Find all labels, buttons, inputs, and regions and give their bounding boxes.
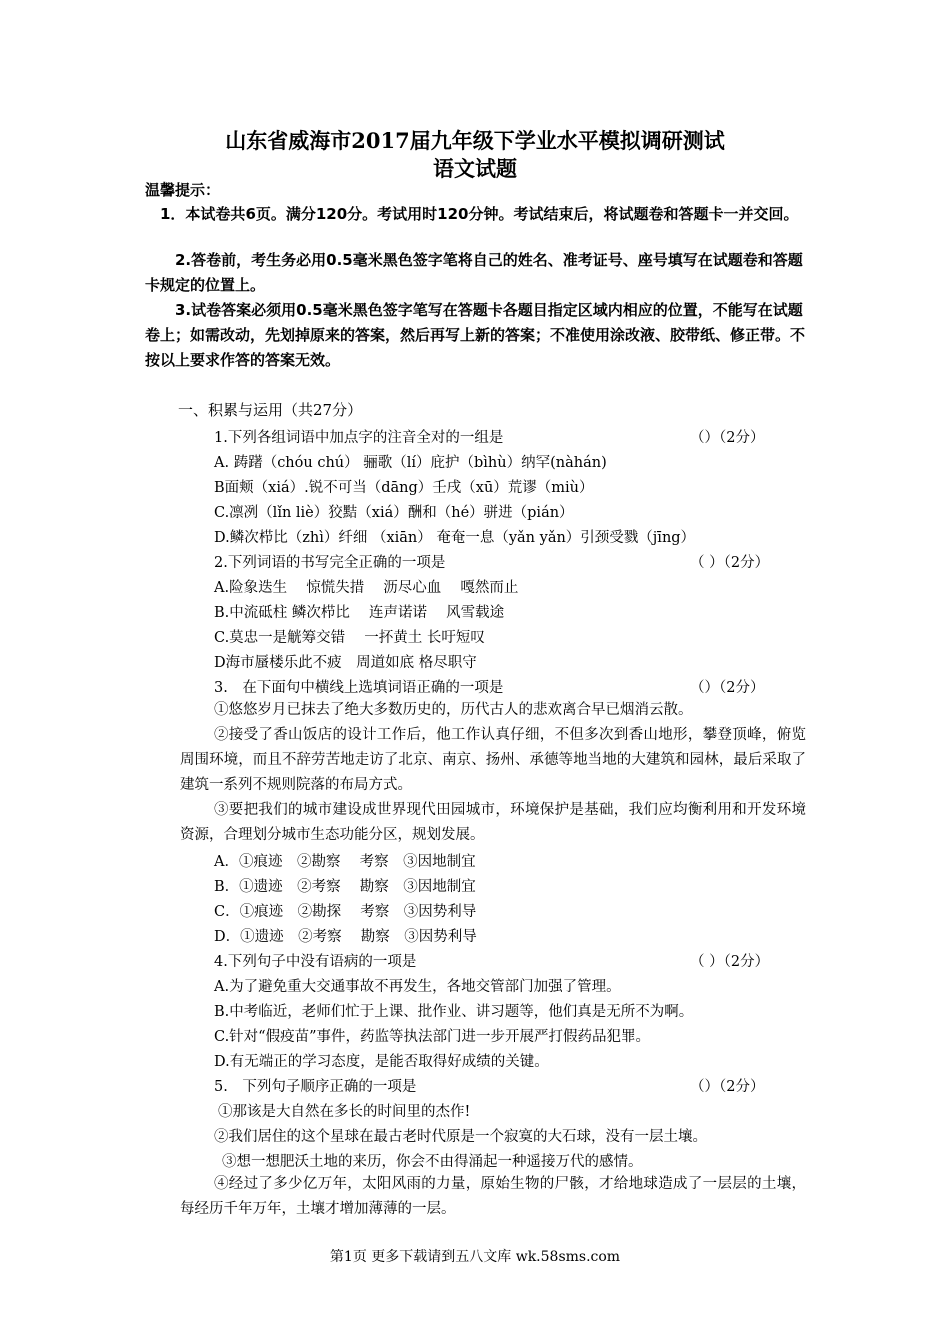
- q2-option-a: A.险象迭生 惊慌失措 沥尽心血 嘎然而止: [214, 580, 519, 596]
- q1-option-b: B面颊（xiá）.锐不可当（dāng）壬戌（xū）荒谬（miù）: [214, 480, 594, 496]
- q1-stem: 1.下列各组词语中加点字的注音全对的一组是: [214, 430, 504, 446]
- q1-option-d: D.鳞次栉比（zhì）纤细 （xiān） 奄奄一息（yǎn yǎn）引颈受戮（jīng）: [214, 530, 696, 546]
- tips-heading: 温馨提示：: [145, 181, 221, 199]
- tip-item-3: 3.试卷答案必须用0.5毫米黑色签字笔写在答题卡各题目指定区域内相应的位置，不能写在试题卷上；如需改动，先划掉原来的答案，然后再写上新的答案；不准使用涂改液、胶带纸、修正带。不按以上要求作答的答案无效。: [145, 301, 806, 369]
- q3-sentence-3: ③要把我们的城市建设成世界现代田园城市，环境保护是基础，我们应均衡利用和开发环境资源，合理划分城市生态功能分区，规划发展。: [180, 802, 806, 843]
- q4-option-d: D.有无端正的学习态度，是能否取得好成绩的关键。: [214, 1054, 549, 1070]
- q5-sentence-4: ④经过了多少亿万年，太阳风雨的力量，原始生物的尸骸，才给地球造成了一层层的土壤，每经历千年万年，土壤才增加薄薄的一层。: [180, 1176, 806, 1217]
- q4-option-b: B.中考临近，老师们忙于上课、批作业、讲习题等，他们真是无所不为啊。: [214, 1004, 694, 1020]
- q3-score: （）（2分）: [690, 680, 765, 696]
- tip-item-1: 1．本试卷共6页。满分120分。考试用时120分钟。考试结束后，将试题卷和答题卡一并交回。: [160, 205, 799, 223]
- q5-score: （）（2分）: [690, 1079, 765, 1095]
- section-title: 一、积累与运用（共27分）: [178, 401, 363, 419]
- q2-score: （ ）（2分）: [690, 555, 770, 571]
- q3-sentence-2: ②接受了香山饭店的设计工作后，他工作认真仔细，不但多次到香山地形，攀登顶峰，俯览周围环境，而且不辞劳苦地走访了北京、南京、扬州、承德等地当地的大建筑和园林，最后采取了建筑一系列不规则院落的布局方式。: [180, 727, 806, 793]
- q3-stem: 3. 在下面句中横线上选填词语正确的一项是: [214, 680, 504, 696]
- q3-sentence-1: ①悠悠岁月已抹去了绝大多数历史的，历代古人的悲欢离合早已烟消云散。: [214, 702, 693, 718]
- q4-score: （ ）（2分）: [690, 954, 770, 970]
- q4-option-a: A.为了避免重大交通事故不再发生，各地交管部门加强了管理。: [214, 979, 621, 995]
- q5-sentence-1: ①那该是大自然在多长的时间里的杰作!: [218, 1104, 471, 1120]
- q3-option-a: A．①痕迹 ②勘察 考察 ③因地制宜: [214, 854, 476, 870]
- tip-item-2: 2.答卷前，考生务必用0.5毫米黑色签字笔将自己的姓名、准考证号、座号填写在试题卷和答题卡规定的位置上。: [145, 251, 803, 294]
- q5-stem: 5. 下列句子顺序正确的一项是: [214, 1079, 417, 1095]
- page-footer: 第1页 更多下载请到五八文库 wk.58sms.com: [329, 1249, 621, 1265]
- q5-sentence-2: ②我们居住的这个星球在最古老时代原是一个寂寞的大石球，没有一层土壤。: [214, 1129, 707, 1145]
- q5-sentence-3: ③想一想肥沃土地的来历，你会不由得涌起一种遥接万代的感情。: [222, 1154, 643, 1170]
- q3-option-b: B．①遗迹 ②考察 勘察 ③因地制宜: [214, 879, 476, 895]
- q1-score: （）（2分）: [690, 430, 765, 446]
- q2-stem: 2.下列词语的书写完全正确的一项是: [214, 555, 446, 571]
- q1-option-a: A. 踌躇（chóu chú） 骊歌（lí）庇护（bìhù）纳罕(nàhán): [214, 455, 607, 471]
- q4-option-c: C.针对“假疫苗”事件，药监等执法部门进一步开展严打假药品犯罪。: [214, 1029, 651, 1045]
- q1-option-c: C.凛冽（lǐn liè）狡黠（xiá）酬和（hé）骈进（pián）: [214, 505, 574, 521]
- q2-option-c: C.莫忠一是觥筹交错 一抔黄土 长吁短叹: [214, 630, 485, 646]
- q2-option-b: B.中流砥柱 鳞次栉比 连声诺诺 风雪载途: [214, 605, 505, 621]
- q3-option-c: C．①痕迹 ②勘探 考察 ③因势利导: [214, 904, 477, 920]
- q4-stem: 4.下列句子中没有语病的一项是: [214, 954, 417, 970]
- q2-option-d: D海市蜃楼乐此不疲 周道如底 格尽职守: [214, 655, 477, 671]
- q3-option-d: D．①遗迹 ②考察 勘察 ③因势利导: [214, 929, 477, 945]
- page-subtitle: 语文试题: [433, 156, 517, 181]
- page-title: 山东省威海市2017届九年级下学业水平模拟调研测试: [225, 128, 725, 153]
